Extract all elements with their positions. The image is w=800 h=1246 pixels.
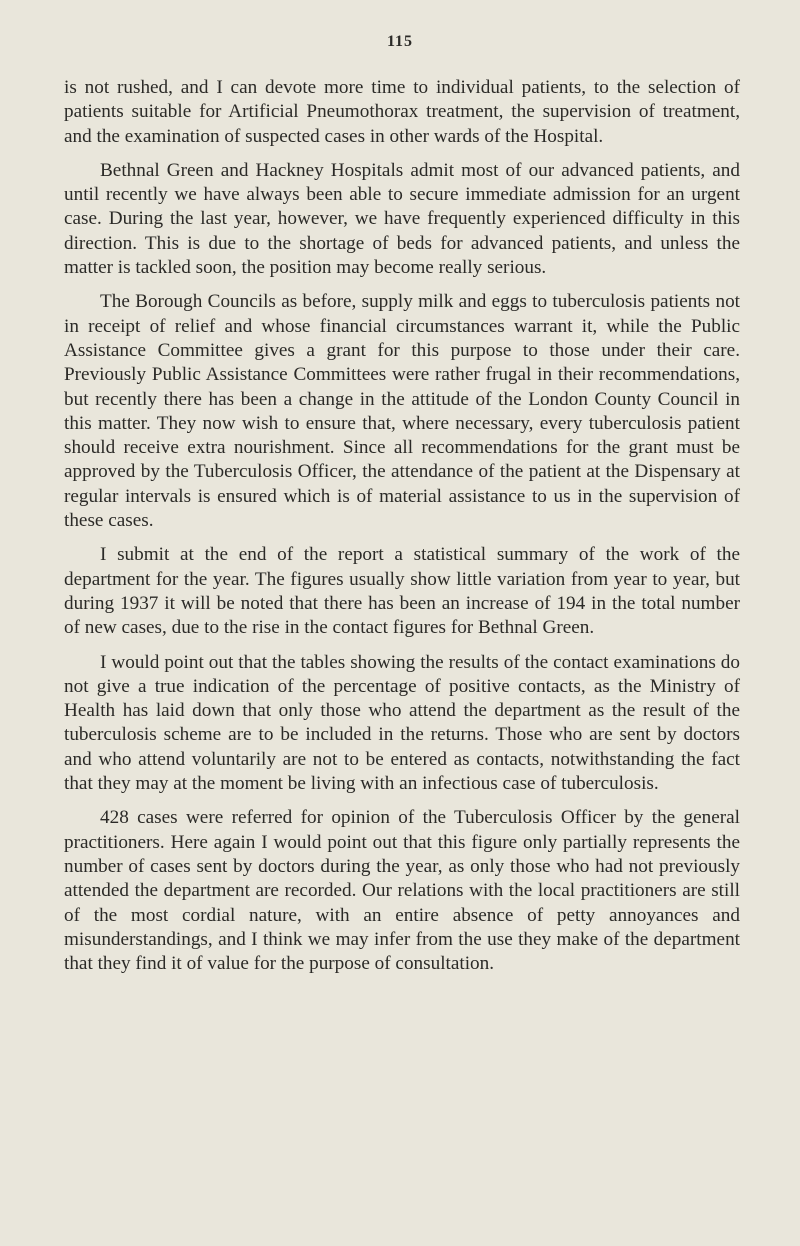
paragraph-statistical-summary: I submit at the end of the report a statistical summary of the work of the department for the year. The figures usually show little variation from year to year, but during 1937 it will be noted that there has been an increase of 194 in the total number of new cases, due to the rise in the contact figures for Bethnal Green. [64,544,740,639]
paragraph-contact-examinations: I would point out that the tables showing the results of the contact examinations do not give a true indication of the percentage of positive contacts, as the Ministry of Health has laid down that only those who attend the department as the result of the tuberculosis scheme are to be included in the returns. Those who are sent by doctors and who attend voluntarily are not to be entered as contacts, notwithstanding the fact that they may at the moment be living with an infectious case of tuberculosis. [64,651,740,795]
paragraph-milk-and-eggs: The Borough Councils as before, supply milk and eggs to tuberculosis patients not in receipt of relief and whose financial circumstances warrant it, while the Public Assistance Committee gives a grant for this purpose to those under their care. Previously Public Assistance Committees were rather frugal in their recommendations, but recently there has been a change in the attitude of the London County Council in this matter. They now wish to ensure that, where necessary, every tuberculosis patient should receive extra nourishment. Since all recommendations for the grant must be approved by the Tuberculosis Officer, the attendance of the patient at the Dispensary at regular intervals is ensured which is of material assistance to us in the supervision of these cases. [64,291,740,532]
document-body [64,76,740,986]
page-number: 115 [386,33,414,50]
paragraph-referred-cases: 428 cases were referred for opinion of the Tuberculosis Officer by the general practitioners. Here again I would point out that this figure only partially represents the number of cases sent by doctors during the year, as only those who had not previously attended the department are recorded. Our relations with the local practitioners are still of the most cordial nature, with an entire absence of petty annoyances and misunderstandings, and I think we may infer from the use they make of the department that they find it of value for the purpose of consultation. [64,807,740,975]
paragraph-continued: is not rushed, and I can devote more time to individual patients, to the selection of patients suitable for Artificial Pneumothorax treatment, the supervision of treatment, and the examination of suspected cases in other wards of the Hospital. [64,77,740,147]
paragraph-hospital-admissions: Bethnal Green and Hackney Hospitals admit most of our advanced patients, and until recently we have always been able to secure immediate admission for an urgent case. During the last year, however, we have frequently experienced difficulty in this direction. This is due to the shortage of beds for advanced patients, and unless the matter is tackled soon, the position may become really serious. [64,159,740,279]
